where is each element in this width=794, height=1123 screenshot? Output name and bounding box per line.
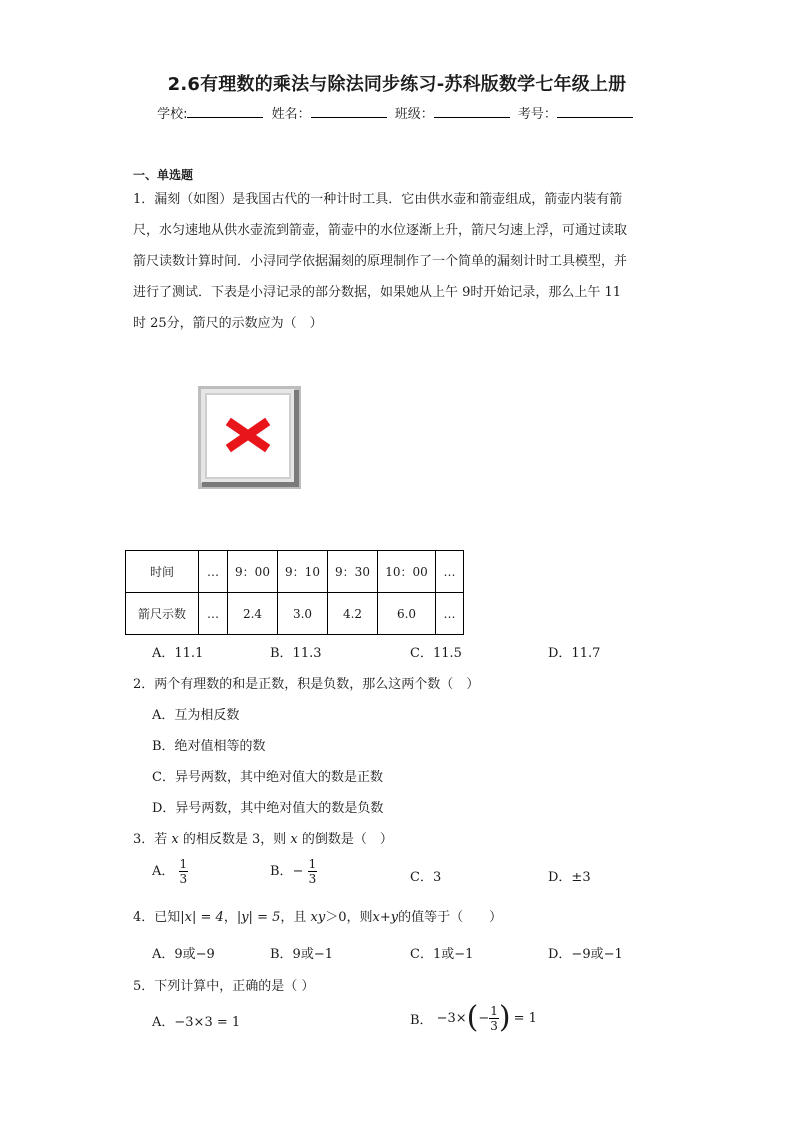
page-title: 2.6有理数的乘法与除法同步练习-苏科版数学七年级上册 <box>167 74 627 95</box>
q3-stem <box>133 828 393 847</box>
expression-part: −3× <box>436 1010 467 1026</box>
q4-option-b[interactable]: B．9或−1 <box>270 947 333 962</box>
q2-stem: 2．两个有理数的和是正数，积是负数，那么这两个数（ ） <box>133 677 480 692</box>
q4-stem-part: ，且 <box>280 910 311 925</box>
sum-x-plus-y: x+y <box>372 910 399 925</box>
table-cell: 9：30 <box>328 551 378 593</box>
q1-option-a[interactable]: A．11.1 <box>152 646 204 661</box>
minus-sign: − <box>292 864 304 879</box>
numerator: 1 <box>490 1003 498 1018</box>
name-label: 姓名： <box>271 107 311 122</box>
numerator: 1 <box>179 857 188 871</box>
table-cell: 3.0 <box>278 593 328 635</box>
exam-number-label: 考号： <box>517 107 557 122</box>
table-cell: 箭尺示数 <box>126 593 199 635</box>
q4-option-a[interactable]: A．9或−9 <box>152 947 215 962</box>
table-row <box>126 551 464 593</box>
left-paren: ( <box>466 1000 479 1035</box>
q2-option-a[interactable]: A．互为相反数 <box>152 708 240 723</box>
table-cell: 10：00 <box>378 551 436 593</box>
table-cell: 4.2 <box>328 593 378 635</box>
exam-number-blank <box>557 105 633 118</box>
name-blank <box>311 105 387 118</box>
expression-part: = 1 <box>513 1010 537 1026</box>
right-paren: ) <box>498 1000 511 1035</box>
q4-stem-part: 的值等于（ ） <box>398 910 503 925</box>
q4-stem-part: 4．已知 <box>133 910 181 925</box>
q1-line2: 尺，水匀速地从供水壶流到箭壶，箭壶中的水位逐渐上升，箭尺匀速上浮，可通过读取 <box>133 223 628 238</box>
q5-option-b[interactable] <box>410 1000 537 1035</box>
q3-option-c[interactable]: C．3 <box>410 870 442 885</box>
q5-stem: 5．下列计算中，正确的是（ ） <box>133 979 315 994</box>
q3-stem-part: 的相反数是 3，则 <box>178 832 291 847</box>
class-label: 班级： <box>394 107 434 122</box>
broken-image-icon <box>198 386 301 489</box>
product-xy: xy <box>310 910 326 925</box>
q3-option-b[interactable] <box>270 857 317 886</box>
numerator: 1 <box>308 857 317 871</box>
q2-option-b[interactable]: B．绝对值相等的数 <box>152 739 266 754</box>
option-label: B． <box>410 1012 433 1028</box>
table-row <box>126 593 464 635</box>
q1-line4: 进行了测试．下表是小浔记录的部分数据，如果她从上午 9时开始记录，那么上午 11 <box>133 285 622 300</box>
table-cell: 9：10 <box>278 551 328 593</box>
table-cell: 9：00 <box>228 551 278 593</box>
variable-x: x <box>290 832 298 847</box>
option-label: B． <box>270 864 293 879</box>
denominator: 3 <box>179 872 188 886</box>
q4-stem-part: ＞0，则 <box>325 910 373 925</box>
q2-option-d[interactable]: D．异号两数，其中绝对值大的数是负数 <box>152 801 384 816</box>
table-cell: 6.0 <box>378 593 436 635</box>
fraction <box>308 857 318 886</box>
q2-option-c[interactable]: C．异号两数，其中绝对值大的数是正数 <box>152 770 383 785</box>
q4-stem-part: ， <box>223 910 237 925</box>
denominator: 3 <box>490 1018 498 1033</box>
data-table <box>125 550 464 635</box>
q1-line3: 箭尺读数计算时间．小浔同学依据漏刻的原理制作了一个简单的漏刻计时工具模型，并 <box>133 254 628 269</box>
option-label: A． <box>152 864 175 879</box>
minus-sign: − <box>478 1010 490 1026</box>
abs-x-expr: |x| = 4 <box>180 910 224 925</box>
table-cell: … <box>436 551 464 593</box>
q3-option-d[interactable]: D．±3 <box>548 870 591 885</box>
fraction <box>489 1004 499 1033</box>
school-blank <box>187 105 263 118</box>
school-label: 学校: <box>157 107 188 122</box>
q4-option-c[interactable]: C．1或−1 <box>410 947 474 962</box>
table-cell: … <box>436 593 464 635</box>
q1-option-b[interactable]: B．11.3 <box>270 646 322 661</box>
abs-y-expr: |y| = 5 <box>236 910 281 925</box>
q3-stem-part: 3．若 <box>133 832 172 847</box>
denominator: 3 <box>308 872 317 886</box>
q1-option-d[interactable]: D．11.7 <box>548 646 601 661</box>
q1-option-c[interactable]: C．11.5 <box>410 646 462 661</box>
class-blank <box>434 105 510 118</box>
variable-x: x <box>171 832 179 847</box>
table-cell: … <box>199 593 228 635</box>
q4-option-d[interactable]: D．−9或−1 <box>548 947 623 962</box>
q1-line1: 1．漏刻（如图）是我国古代的一种计时工具．它由供水壶和箭壶组成，箭壶内装有箭 <box>133 192 623 207</box>
table-cell: 时间 <box>126 551 199 593</box>
q1-line5: 时 25分，箭尺的示数应为（ ） <box>133 316 323 331</box>
q4-stem <box>133 906 502 925</box>
table-cell: … <box>199 551 228 593</box>
q5-option-a[interactable]: A．−3×3 = 1 <box>152 1015 241 1030</box>
q3-option-a[interactable] <box>152 857 188 886</box>
q3-stem-part: 的倒数是（ ） <box>297 832 393 847</box>
student-info-line <box>0 103 794 122</box>
fraction <box>179 857 189 886</box>
table-cell: 2.4 <box>228 593 278 635</box>
section-heading: 一、单选题 <box>133 168 194 182</box>
